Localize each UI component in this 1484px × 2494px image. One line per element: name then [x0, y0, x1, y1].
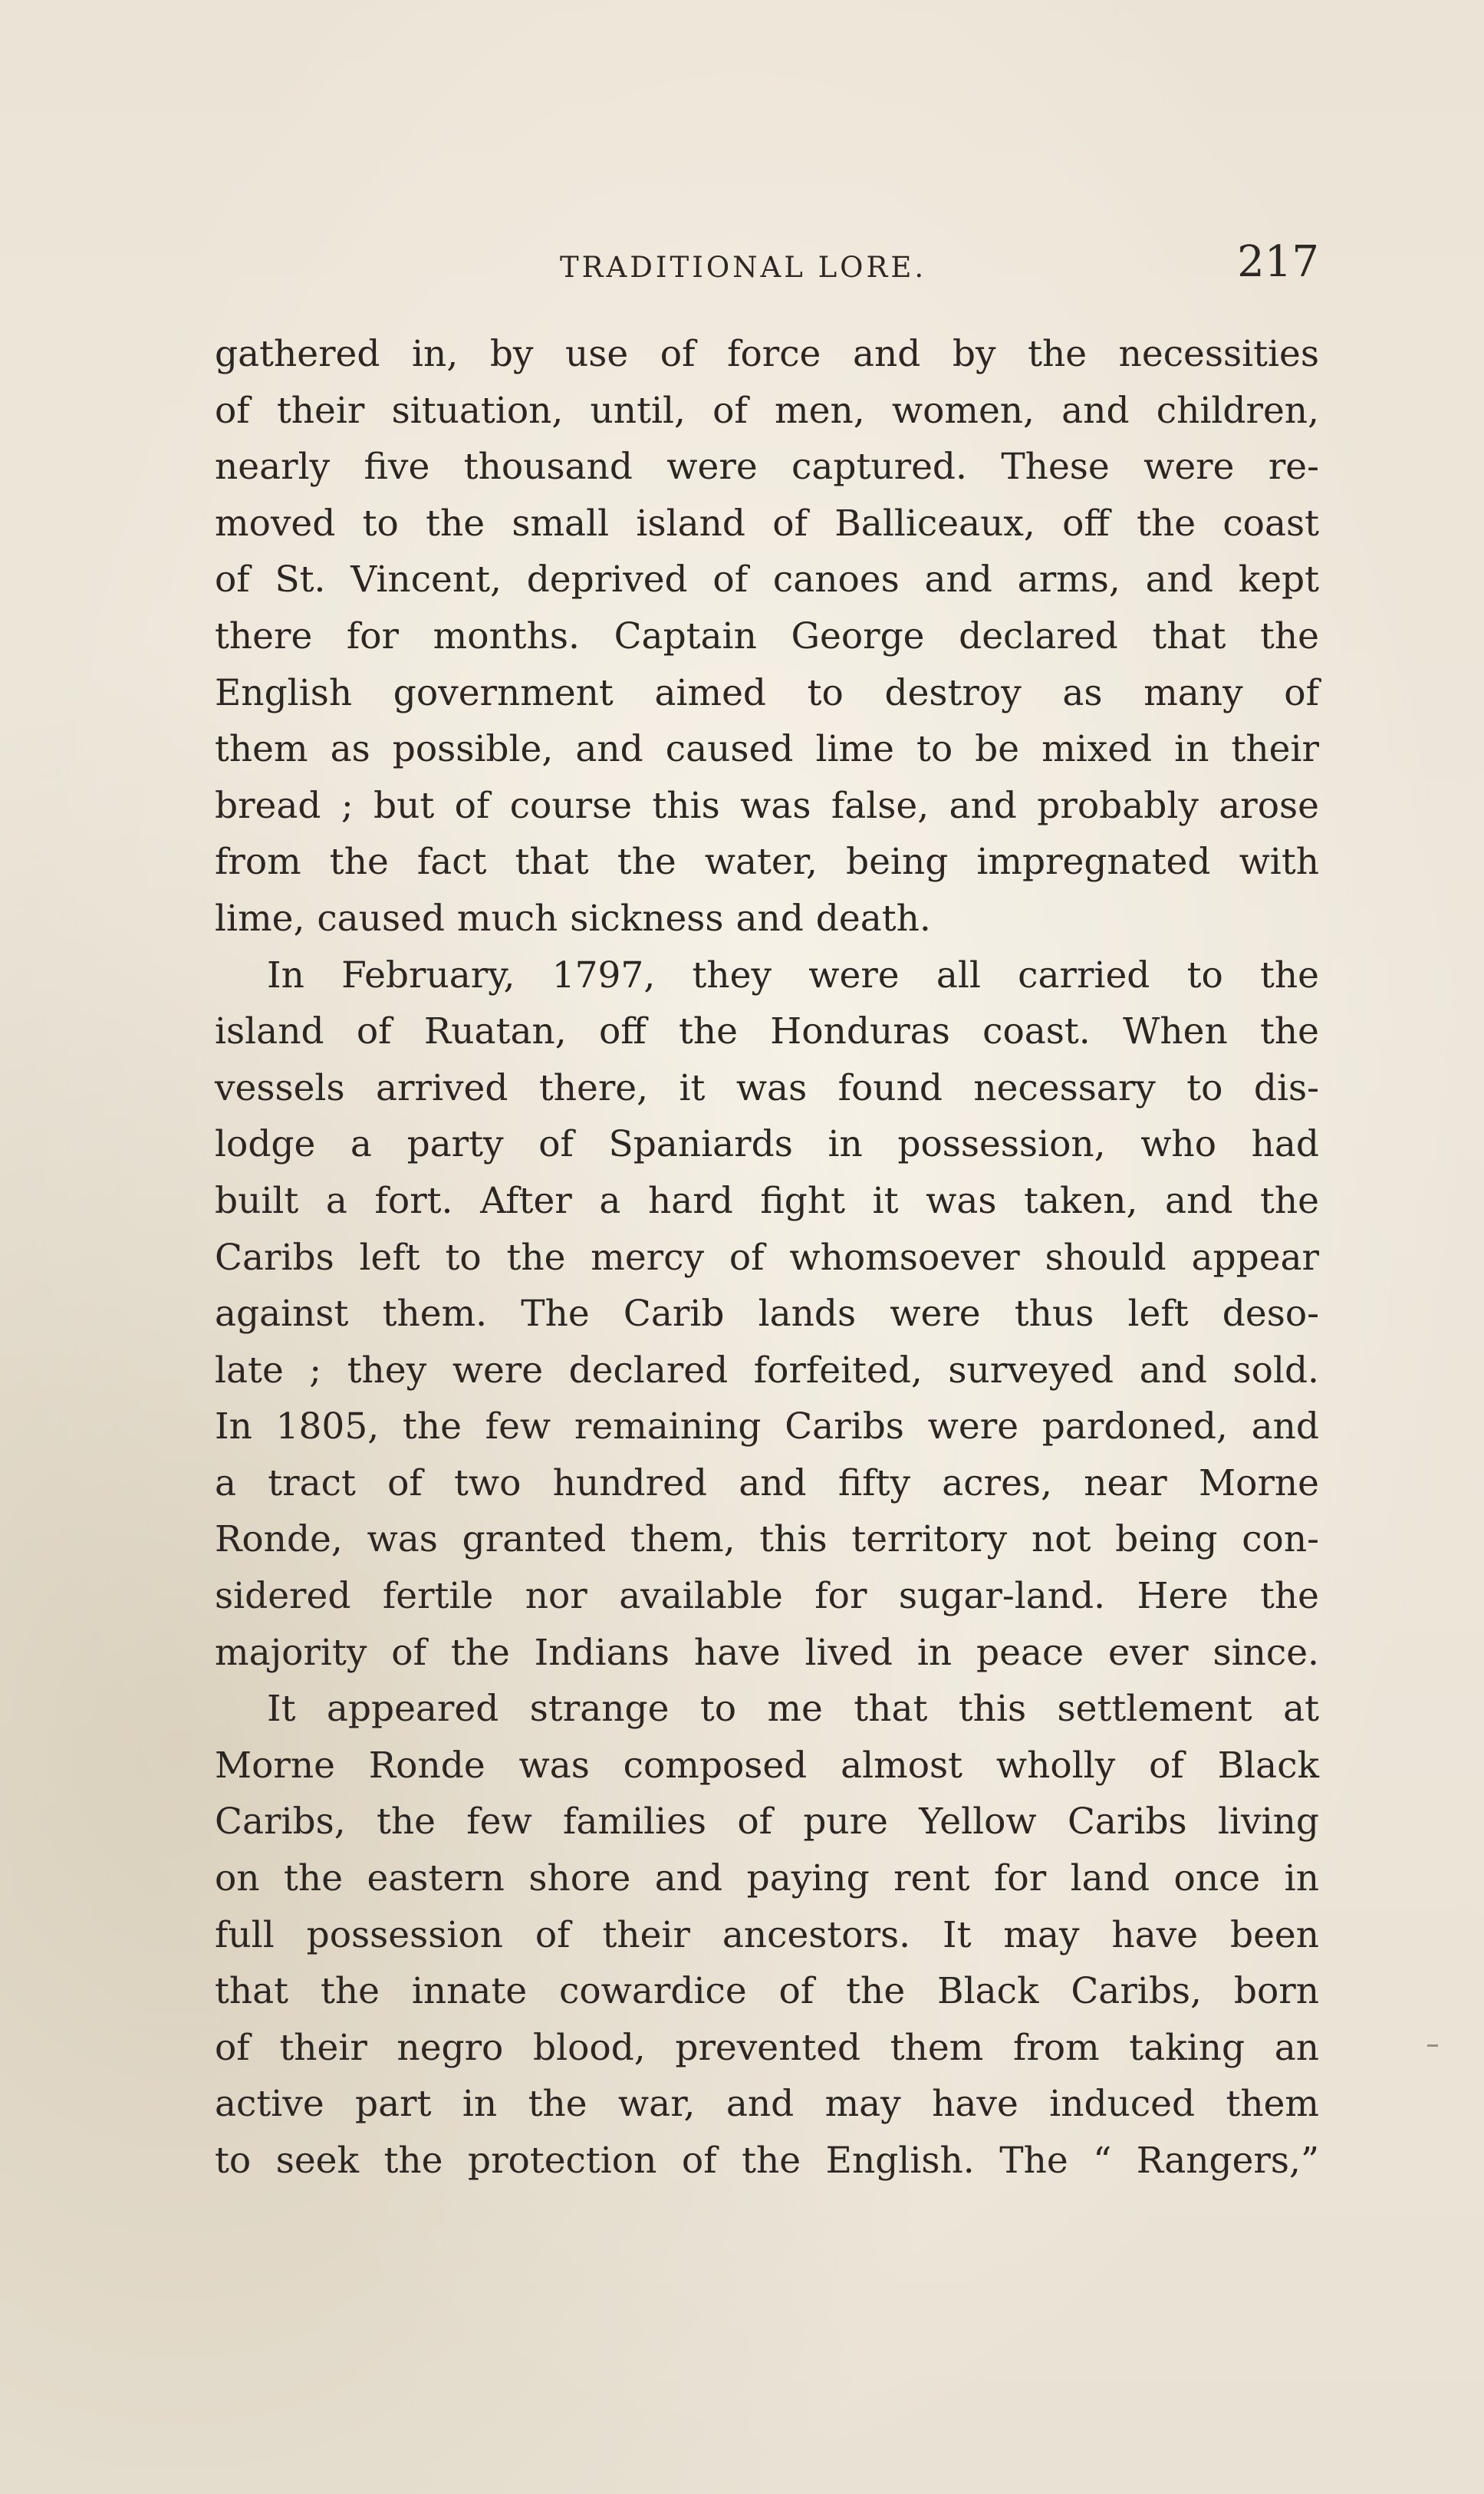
- text-line: of their negro blood, prevented them from taking an: [215, 2026, 1319, 2069]
- text-line: Caribs, the few families of pure Yellow Caribs living: [215, 1800, 1319, 1843]
- text-line: built a fort. After a hard fight it was taken, and the: [215, 1179, 1319, 1222]
- paragraph-start-line: In February, 1797, they were all carried to the: [267, 954, 1319, 997]
- margin-mark: [1427, 2044, 1438, 2047]
- text-line: Ronde, was granted them, this territory not being con-: [215, 1518, 1319, 1561]
- text-line: late ; they were declared forfeited, surveyed and sold.: [215, 1349, 1319, 1392]
- text-line: English government aimed to destroy as many of: [215, 671, 1319, 714]
- text-line: from the fact that the water, being impregnated with: [215, 841, 1319, 884]
- text-line: full possession of their ancestors. It may have been: [215, 1913, 1319, 1956]
- text-line: bread ; but of course this was false, and probably arose: [215, 784, 1319, 827]
- text-line: majority of the Indians have lived in peace ever since.: [215, 1631, 1319, 1674]
- text-line: a tract of two hundred and fifty acres, near Morne: [215, 1461, 1319, 1504]
- text-line: them as possible, and caused lime to be mixed in their: [215, 728, 1319, 771]
- text-line: there for months. Captain George declared that the: [215, 614, 1319, 657]
- text-line: Caribs left to the mercy of whomsoever should appear: [215, 1236, 1319, 1279]
- text-line: on the eastern shore and paying rent for land once in: [215, 1857, 1319, 1900]
- text-line: gathered in, by use of force and by the necessities: [215, 333, 1319, 375]
- text-line: sidered fertile nor available for sugar-land. Here the: [215, 1575, 1319, 1618]
- text-line: lodge a party of Spaniards in possession, who had: [215, 1123, 1319, 1166]
- text-line: that the innate cowardice of the Black Caribs, born: [215, 1970, 1319, 2013]
- page-number: 217: [1237, 237, 1319, 287]
- text-line: moved to the small island of Balliceaux, off the coast: [215, 502, 1319, 545]
- text-line: active part in the war, and may have induced them: [215, 2083, 1319, 2126]
- text-line: nearly five thousand were captured. These were re-: [215, 446, 1319, 489]
- page-header: [215, 236, 1319, 297]
- body-text: [215, 326, 1319, 2189]
- text-line: of their situation, until, of men, women, and children,: [215, 389, 1319, 432]
- text-line: of St. Vincent, deprived of canoes and arms, and kept: [215, 558, 1319, 601]
- text-line: island of Ruatan, off the Honduras coast. When the: [215, 1010, 1319, 1053]
- text-line: against them. The Carib lands were thus left deso-: [215, 1293, 1319, 1336]
- paragraph-end-line: lime, caused much sickness and death.: [215, 897, 931, 940]
- text-line: vessels arrived there, it was found necessary to dis-: [215, 1066, 1319, 1109]
- paragraph-start-line: It appeared strange to me that this settlement at: [267, 1688, 1319, 1731]
- running-head: TRADITIONAL LORE.: [560, 251, 927, 284]
- text-line: to seek the protection of the English. The “ Rangers,”: [215, 2140, 1319, 2182]
- text-line: In 1805, the few remaining Caribs were pardoned, and: [215, 1405, 1319, 1448]
- text-line: Morne Ronde was composed almost wholly of Black: [215, 1744, 1319, 1787]
